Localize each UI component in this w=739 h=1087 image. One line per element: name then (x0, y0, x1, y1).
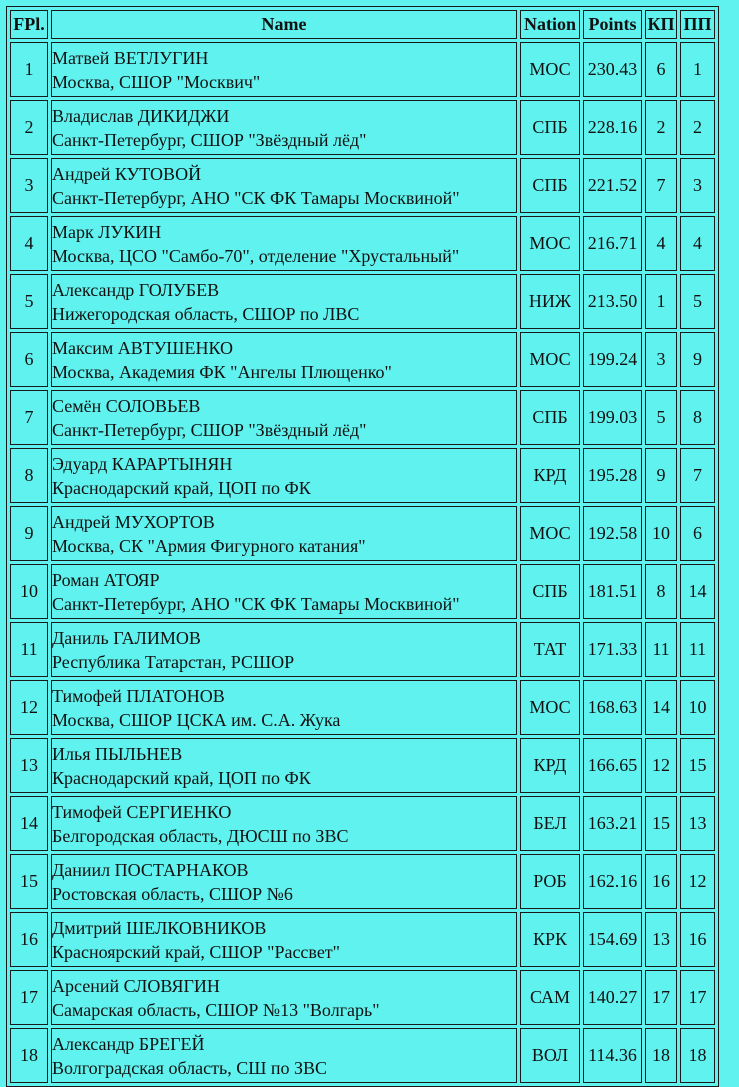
header-points: Points (583, 10, 642, 39)
athlete-name: Владислав ДИКИДЖИ (52, 105, 230, 126)
table-row (10, 100, 715, 155)
place-cell: 4 (10, 216, 48, 271)
athlete-club: Санкт-Петербург, СШОР "Звёздный лёд" (52, 419, 367, 440)
pp-cell: 17 (680, 970, 715, 1025)
athlete-name: Эдуард КАРАРТЫНЯН (52, 453, 233, 474)
table-row (10, 448, 715, 503)
table-row (10, 912, 715, 967)
athlete-cell (51, 274, 517, 329)
nation-cell: КРД (520, 448, 580, 503)
points-cell: 163.21 (583, 796, 642, 851)
nation-cell: МОС (520, 506, 580, 561)
athlete-club: Москва, Академия ФК "Ангелы Плющенко" (52, 361, 392, 382)
kp-cell: 3 (645, 332, 677, 387)
athlete-club: Белгородская область, ДЮСШ по ЗВС (52, 825, 349, 846)
kp-cell: 6 (645, 42, 677, 97)
athlete-name: Даниил ПОСТАРНАКОВ (52, 859, 249, 880)
table-row (10, 42, 715, 97)
nation-cell: СПБ (520, 564, 580, 619)
athlete-cell (51, 100, 517, 155)
table-row (10, 506, 715, 561)
athlete-name: Даниль ГАЛИМОВ (52, 627, 201, 648)
athlete-name: Тимофей ПЛАТОНОВ (52, 685, 225, 706)
pp-cell: 4 (680, 216, 715, 271)
kp-cell: 8 (645, 564, 677, 619)
table-row (10, 680, 715, 735)
table-row (10, 1028, 715, 1083)
header-nation: Nation (520, 10, 580, 39)
header-pp: ПП (680, 10, 715, 39)
pp-cell: 10 (680, 680, 715, 735)
place-cell: 14 (10, 796, 48, 851)
athlete-name: Семён СОЛОВЬЕВ (52, 395, 201, 416)
pp-cell: 16 (680, 912, 715, 967)
kp-cell: 15 (645, 796, 677, 851)
place-cell: 11 (10, 622, 48, 677)
athlete-cell (51, 448, 517, 503)
athlete-club: Красноярский край, СШОР "Рассвет" (52, 941, 341, 962)
athlete-club: Москва, СШОР "Москвич" (52, 71, 261, 92)
pp-cell: 7 (680, 448, 715, 503)
nation-cell: КРК (520, 912, 580, 967)
kp-cell: 4 (645, 216, 677, 271)
kp-cell: 12 (645, 738, 677, 793)
header-place: FPl. (10, 10, 48, 39)
athlete-cell (51, 506, 517, 561)
kp-cell: 17 (645, 970, 677, 1025)
nation-cell: МОС (520, 42, 580, 97)
athlete-club: Волгоградская область, СШ по ЗВС (52, 1057, 328, 1078)
pp-cell: 5 (680, 274, 715, 329)
athlete-cell (51, 42, 517, 97)
athlete-club: Ростовская область, СШОР №6 (52, 883, 293, 904)
pp-cell: 13 (680, 796, 715, 851)
points-cell: 221.52 (583, 158, 642, 213)
athlete-club: Москва, ЦСО "Самбо-70", отделение "Хрустальный" (52, 245, 460, 266)
athlete-club: Нижегородская область, СШОР по ЛВС (52, 303, 360, 324)
nation-cell: МОС (520, 332, 580, 387)
nation-cell: ТАТ (520, 622, 580, 677)
athlete-name: Александр ГОЛУБЕВ (52, 279, 220, 300)
place-cell: 15 (10, 854, 48, 909)
kp-cell: 5 (645, 390, 677, 445)
athlete-name: Максим АВТУШЕНКО (52, 337, 234, 358)
header-name: Name (51, 10, 517, 39)
place-cell: 12 (10, 680, 48, 735)
place-cell: 7 (10, 390, 48, 445)
table-row (10, 622, 715, 677)
nation-cell: РОБ (520, 854, 580, 909)
table-row (10, 332, 715, 387)
nation-cell: БЕЛ (520, 796, 580, 851)
place-cell: 5 (10, 274, 48, 329)
place-cell: 18 (10, 1028, 48, 1083)
results-body (10, 42, 715, 1083)
points-cell: 166.65 (583, 738, 642, 793)
kp-cell: 7 (645, 158, 677, 213)
points-cell: 216.71 (583, 216, 642, 271)
athlete-club: Краснодарский край, ЦОП по ФК (52, 767, 311, 788)
points-cell: 199.24 (583, 332, 642, 387)
athlete-club: Самарская область, СШОР №13 "Волгарь" (52, 999, 380, 1020)
place-cell: 17 (10, 970, 48, 1025)
points-cell: 195.28 (583, 448, 642, 503)
athlete-club: Москва, СК "Армия Фигурного катания" (52, 535, 366, 556)
athlete-cell (51, 796, 517, 851)
kp-cell: 18 (645, 1028, 677, 1083)
place-cell: 6 (10, 332, 48, 387)
nation-cell: МОС (520, 680, 580, 735)
athlete-club: Санкт-Петербург, АНО "СК ФК Тамары Москвиной" (52, 593, 460, 614)
place-cell: 10 (10, 564, 48, 619)
pp-cell: 6 (680, 506, 715, 561)
table-row (10, 970, 715, 1025)
athlete-name: Марк ЛУКИН (52, 221, 162, 242)
athlete-cell (51, 854, 517, 909)
nation-cell: КРД (520, 738, 580, 793)
athlete-name: Андрей КУТОВОЙ (52, 163, 202, 184)
pp-cell: 3 (680, 158, 715, 213)
header-kp: КП (645, 10, 677, 39)
points-cell: 162.16 (583, 854, 642, 909)
athlete-name: Илья ПЫЛЬНЕВ (52, 743, 183, 764)
athlete-club: Республика Татарстан, РСШОР (52, 651, 295, 672)
nation-cell: САМ (520, 970, 580, 1025)
place-cell: 16 (10, 912, 48, 967)
athlete-cell (51, 564, 517, 619)
table-row (10, 796, 715, 851)
nation-cell: МОС (520, 216, 580, 271)
table-row (10, 390, 715, 445)
pp-cell: 8 (680, 390, 715, 445)
nation-cell: СПБ (520, 158, 580, 213)
points-cell: 168.63 (583, 680, 642, 735)
table-row (10, 158, 715, 213)
points-cell: 171.33 (583, 622, 642, 677)
points-cell: 228.16 (583, 100, 642, 155)
nation-cell: СПБ (520, 390, 580, 445)
athlete-name: Тимофей СЕРГИЕНКО (52, 801, 232, 822)
athlete-name: Андрей МУХОРТОВ (52, 511, 215, 532)
table-row (10, 274, 715, 329)
kp-cell: 11 (645, 622, 677, 677)
athlete-club: Москва, СШОР ЦСКА им. С.А. Жука (52, 709, 341, 730)
kp-cell: 2 (645, 100, 677, 155)
pp-cell: 18 (680, 1028, 715, 1083)
header-row (10, 10, 715, 39)
athlete-name: Роман АТОЯР (52, 569, 160, 590)
points-cell: 181.51 (583, 564, 642, 619)
place-cell: 1 (10, 42, 48, 97)
athlete-cell (51, 912, 517, 967)
athlete-cell (51, 622, 517, 677)
nation-cell: НИЖ (520, 274, 580, 329)
athlete-name: Дмитрий ШЕЛКОВНИКОВ (52, 917, 267, 938)
place-cell: 13 (10, 738, 48, 793)
kp-cell: 14 (645, 680, 677, 735)
points-cell: 230.43 (583, 42, 642, 97)
pp-cell: 11 (680, 622, 715, 677)
athlete-cell (51, 390, 517, 445)
kp-cell: 13 (645, 912, 677, 967)
pp-cell: 1 (680, 42, 715, 97)
points-cell: 213.50 (583, 274, 642, 329)
athlete-name: Матвей ВЕТЛУГИН (52, 47, 209, 68)
points-cell: 199.03 (583, 390, 642, 445)
athlete-cell (51, 158, 517, 213)
place-cell: 9 (10, 506, 48, 561)
table-row (10, 738, 715, 793)
athlete-cell (51, 680, 517, 735)
place-cell: 8 (10, 448, 48, 503)
athlete-name: Александр БРЕГЕЙ (52, 1033, 205, 1054)
points-cell: 192.58 (583, 506, 642, 561)
table-row (10, 564, 715, 619)
pp-cell: 2 (680, 100, 715, 155)
athlete-club: Санкт-Петербург, АНО "СК ФК Тамары Москвиной" (52, 187, 460, 208)
athlete-club: Санкт-Петербург, СШОР "Звёздный лёд" (52, 129, 367, 150)
pp-cell: 9 (680, 332, 715, 387)
athlete-name: Арсений СЛОВЯГИН (52, 975, 220, 996)
pp-cell: 12 (680, 854, 715, 909)
pp-cell: 14 (680, 564, 715, 619)
athlete-cell (51, 1028, 517, 1083)
table-row (10, 216, 715, 271)
pp-cell: 15 (680, 738, 715, 793)
table-row (10, 854, 715, 909)
points-cell: 154.69 (583, 912, 642, 967)
kp-cell: 1 (645, 274, 677, 329)
kp-cell: 16 (645, 854, 677, 909)
athlete-cell (51, 970, 517, 1025)
kp-cell: 9 (645, 448, 677, 503)
kp-cell: 10 (645, 506, 677, 561)
points-cell: 114.36 (583, 1028, 642, 1083)
nation-cell: СПБ (520, 100, 580, 155)
athlete-club: Краснодарский край, ЦОП по ФК (52, 477, 311, 498)
athlete-cell (51, 332, 517, 387)
results-table (6, 6, 719, 1087)
nation-cell: ВОЛ (520, 1028, 580, 1083)
athlete-cell (51, 216, 517, 271)
points-cell: 140.27 (583, 970, 642, 1025)
place-cell: 3 (10, 158, 48, 213)
athlete-cell (51, 738, 517, 793)
place-cell: 2 (10, 100, 48, 155)
